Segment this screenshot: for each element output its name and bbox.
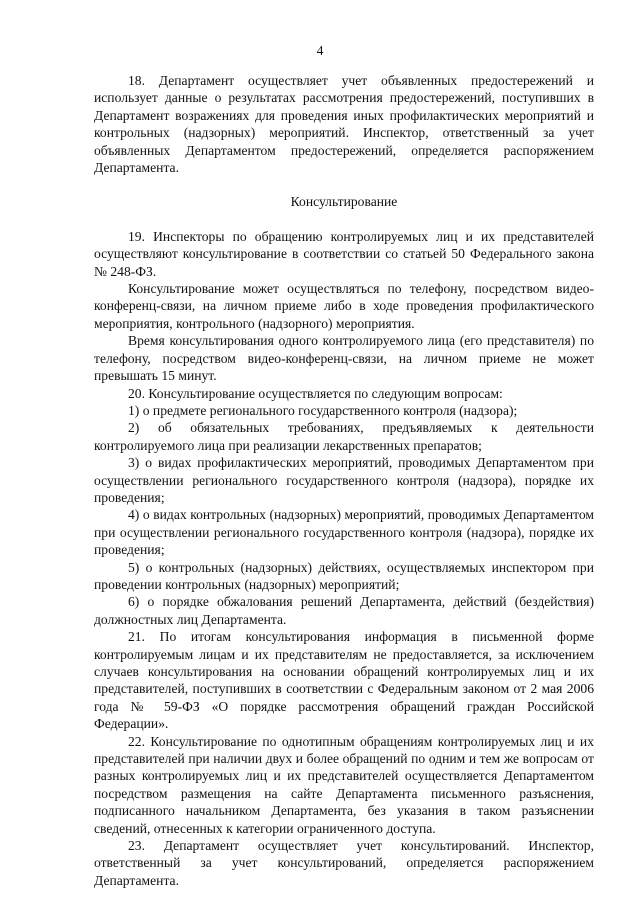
paragraph-19-phone: Консультирование может осуществляться по телефону, посредством видео-конференц-связи, на личном приеме либо в ходе проведения профилактического мероприятия, контрольного (надзорного) мероприятия.: [94, 281, 594, 331]
list-item-20-3: 3) о видах профилактических мероприятий, проводимых Департаментом при осуществлении регионального государственного контроля (надзора), порядке их проведения;: [94, 455, 594, 505]
section-heading: Консультирование: [290, 194, 398, 210]
list-item-20-4: 4) о видах контрольных (надзорных) мероприятий, проводимых Департаментом при осуществлении регионального государственного контроля (надзора), порядке их проведения;: [94, 507, 594, 558]
page-number: 4: [316, 43, 324, 58]
list-item-20-6: 6) о порядке обжалования решений Департамента, действий (бездействия) должностных лиц Департамента.: [94, 594, 594, 627]
paragraph-23: 23. Департамент осуществляет учет консультирований. Инспектор, ответственный за учет консультирований, определяется распоряжением Департамента.: [94, 838, 594, 888]
list-item-20-2: 2) об обязательных требованиях, предъявляемых к деятельности контролируемого лица при реализации лекарственных препаратов;: [94, 420, 594, 453]
list-item-20-5: 5) о контрольных (надзорных) действиях, осуществляемых инспектором при проведении контрольных (надзорных) мероприятий;: [94, 559, 594, 592]
document-body: [94, 72, 594, 889]
paragraph-19-time: Время консультирования одного контролируемого лица (его представителя) по телефону, посредством видео-конференц-связи, на личном приеме не может превышать 15 минут.: [94, 333, 594, 384]
paragraph-19: 19. Инспекторы по обращению контролируемых лиц и их представителей осуществляют консультирование в соответствии со статьей 50 Федерального закона № 248-ФЗ.: [94, 228, 594, 279]
paragraph-20: 20. Консультирование осуществляется по следующим вопросам:: [128, 385, 503, 401]
paragraph-21: 21. По итогам консультирования информация в письменной форме контролируемым лицам и их представителям не предоставляется, за исключением случаев консультирования на основании обращений контролируемых лиц и их представителей, поступивших в соответствии с Федеральным законом от 2 мая 2006 года № 59-ФЗ «О порядке рассмотрения обращений граждан Российской Федерации».: [94, 629, 594, 732]
list-item-20-1: 1) о предмете регионального государственного контроля (надзора);: [128, 402, 518, 418]
paragraph-22: 22. Консультирование по однотипным обращениям контролируемых лиц и их представителей при наличии двух и более обращений по одним и тем же вопросам от разных контролируемых лиц и их представителей осуществляется Департаментом посредством размещения на сайте Департамента письменного разъяснения, подписанного начальником Департамента, без указания в таком разъяснении сведений, отнесенных к категории ограниченного доступа.: [94, 733, 594, 836]
paragraph-18: 18. Департамент осуществляет учет объявленных предостережений и использует данные о результатах рассмотрения предостережений, поступивших в Департамент возражениях для проведения иных профилактических мероприятий и контрольных (надзорных) мероприятий. Инспектор, ответственный за учет объявленных Департаментом предостережений, определяется распоряжением Департамента.: [94, 73, 594, 176]
